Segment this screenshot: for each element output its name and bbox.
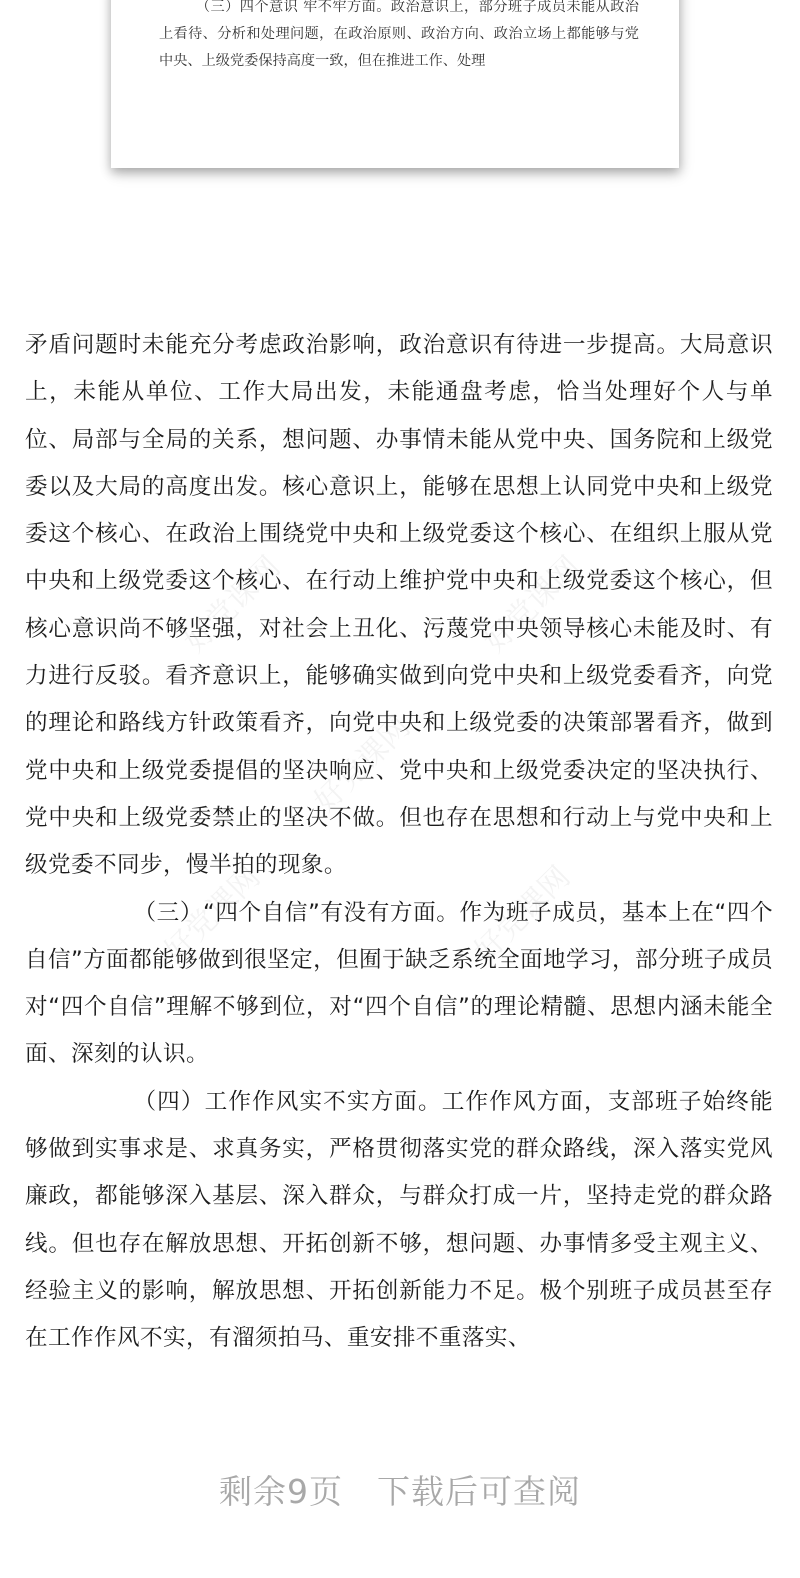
preview-card bbox=[111, 0, 679, 168]
paragraph-work-style: （四）工作作风实不实方面。工作作风方面，支部班子始终能够做到实事求是、求真务实，严格贯彻落实党的群众路线，深入落实党风廉政，都能够深入基层、深入群众，与群众打成一片，坚持走党的群众路线。但也存在解放思想、开拓创新不够，想问题、办事情多受主观主义、经验主义的影响，解放思想、开拓创新能力不足。极个别班子成员甚至存在工作作风不实，有溜须拍马、重安排不重落实、 bbox=[25, 1088, 773, 1352]
paragraph-political-awareness: 矛盾问题时未能充分考虑政治影响，政治意识有待进一步提高。大局意识上，未能从单位、工作大局出发，未能通盘考虑，恰当处理好个人与单位、局部与全局的关系，想问题、办事情未能从党中央、国务院和上级党委以及大局的高度出发。核心意识上，能够在思想上认同党中央和上级党委这个核心、在政治上围绕党中央和上级党委这个核心、在组织上服从党中央和上级党委这个核心、在行动上维护党中央和上级党委这个核心，但核心意识尚不够坚强，对社会上丑化、污蔑党中央领导核心未能及时、有力进行反驳。看齐意识上，能够确实做到向党中央和上级党委看齐，向党的理论和路线方针政策看齐，向党中央和上级党委的决策部署看齐，做到党中央和上级党委提倡的坚决响应、党中央和上级党委决定的坚决执行、党中央和上级党委禁止的坚决不做。但也存在思想和行动上与党中央和上级党委不同步，慢半拍的现象。 bbox=[25, 332, 773, 879]
remaining-pages-label: 剩余9页 bbox=[219, 1472, 343, 1511]
download-to-view-label: 下载后可查阅 bbox=[377, 1472, 581, 1511]
download-prompt[interactable] bbox=[0, 1466, 800, 1513]
document-body bbox=[25, 322, 773, 1363]
watermark: 好党课网 bbox=[307, 709, 418, 820]
watermark: 好党课网 bbox=[477, 549, 588, 660]
watermark: 好党课网 bbox=[467, 859, 578, 970]
paragraph-four-confidences: （三）“四个自信”有没有方面。作为班子成员，基本上在“四个自信”方面都能够做到很坚定，但囿于缺乏系统全面地学习，部分班子成员对“四个自信”理解不够到位，对“四个自信”的理论精髓、思想内涵未能全面、深刻的认识。 bbox=[25, 899, 773, 1068]
preview-text: （三）四个意识 牢不牢方面。政治意识上，部分班子成员未能从政治上看待、分析和处理问题，在政治原则、政治方向、政治立场上都能够与党中央、上级党委保持高度一致，但在推进工作、处理 bbox=[159, 0, 639, 69]
watermark: 好党课网 bbox=[157, 859, 268, 970]
watermark: 好党课网 bbox=[177, 549, 288, 660]
